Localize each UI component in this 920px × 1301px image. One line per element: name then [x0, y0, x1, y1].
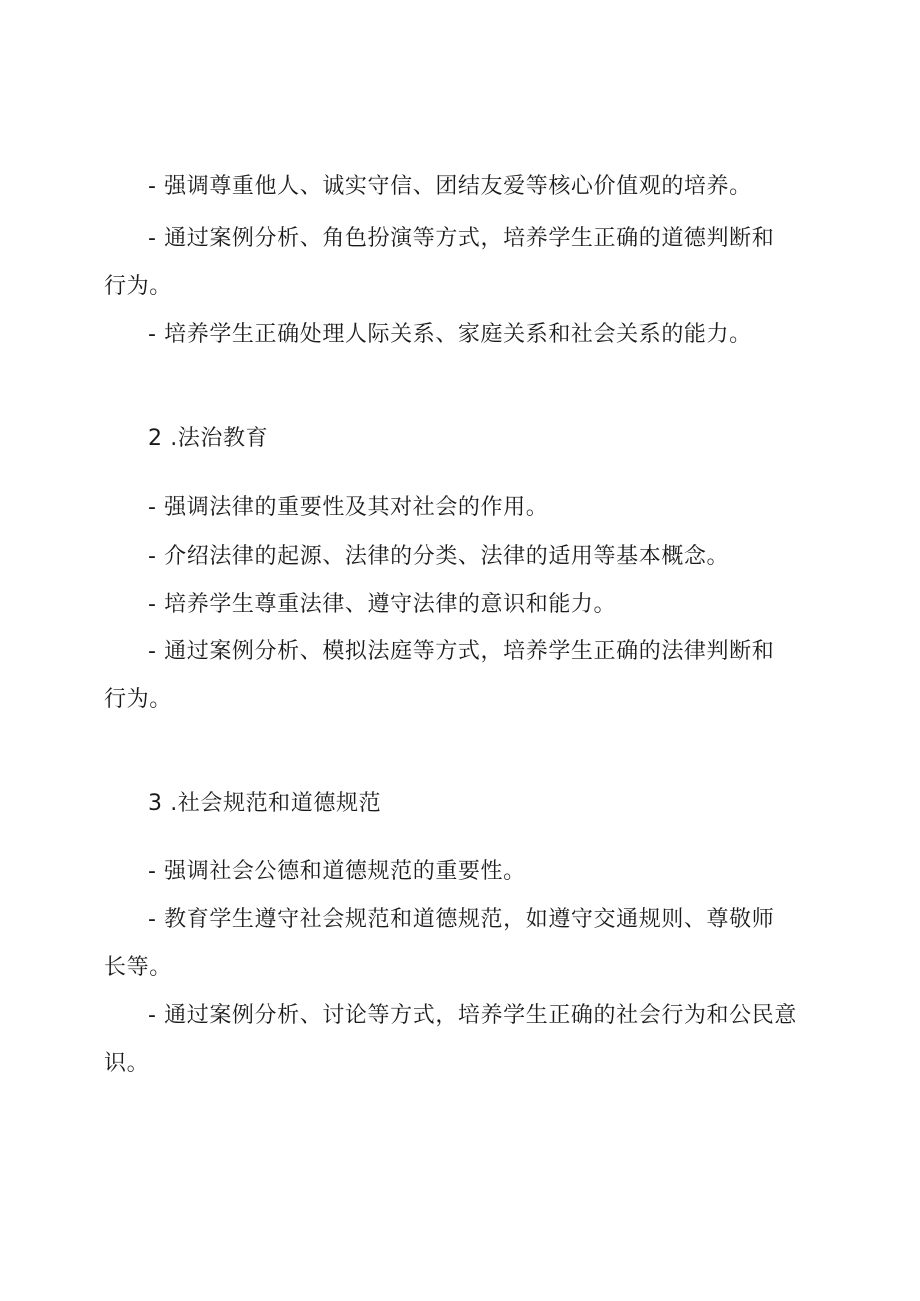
bullet-line: - 强调社会公德和道德规范的重要性。 [148, 859, 526, 884]
bullet-continuation: 行为。 [104, 274, 172, 299]
bullet-line: - 强调尊重他人、诚实守信、团结友爱等核心价值观的培养。 [148, 174, 752, 199]
bullet-line: - 通过案例分析、角色扮演等方式，培养学生正确的道德判断和 [148, 226, 775, 251]
bullet-continuation: 识。 [104, 1051, 150, 1076]
bullet-line: - 通过案例分析、模拟法庭等方式，培养学生正确的法律判断和 [148, 639, 775, 664]
bullet-continuation: 行为。 [104, 687, 172, 712]
bullet-line: - 强调法律的重要性及其对社会的作用。 [148, 495, 549, 520]
bullet-line: - 培养学生正确处理人际关系、家庭关系和社会关系的能力。 [148, 322, 752, 347]
bullet-line: - 通过案例分析、讨论等方式，培养学生正确的社会行为和公民意 [148, 1003, 797, 1028]
bullet-line: - 介绍法律的起源、法律的分类、法律的适用等基本概念。 [148, 544, 730, 569]
bullet-line: - 培养学生尊重法律、遵守法律的意识和能力。 [148, 592, 617, 617]
section-heading-legal-education: 2 .法治教育 [148, 426, 269, 451]
bullet-line: - 教育学生遵守社会规范和道德规范，如遵守交通规则、尊敬师 [148, 907, 775, 932]
section-heading-social-norms: 3 .社会规范和道德规范 [148, 791, 382, 816]
bullet-continuation: 长等。 [104, 955, 172, 980]
